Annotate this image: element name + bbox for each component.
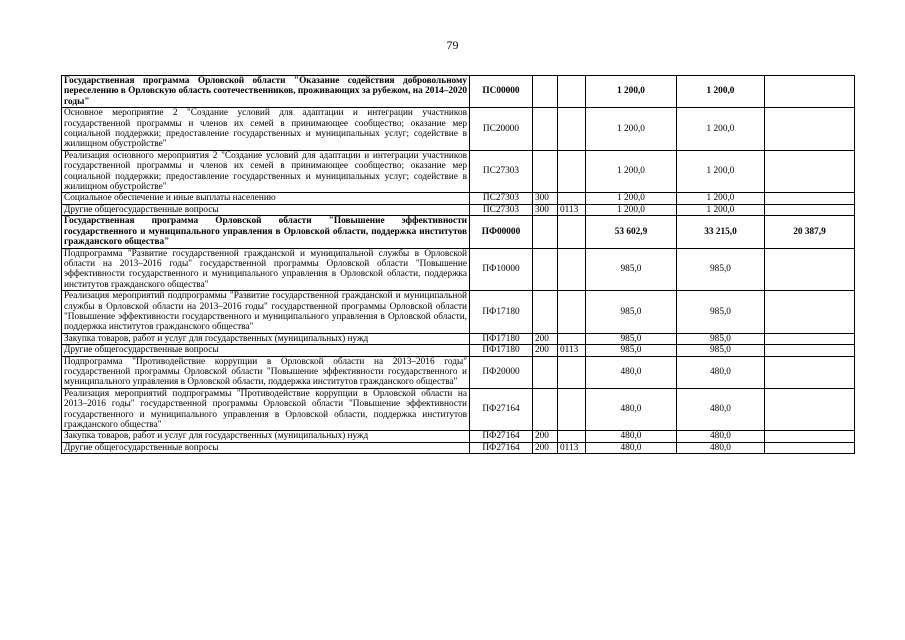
row-expense-type-cell [533,76,558,108]
row-amount-2-cell: 33 215,0 [677,216,765,248]
row-code-cell: ПФ17180 [470,345,533,356]
table-row [62,248,855,291]
row-section-cell: 0113 [558,345,586,356]
row-name-cell: Подпрограмма "Развитие государственной гражданской и муниципальной службы в Орловской области на 2013–2016 годы" государственной программы Орловской области "Повышение эффективности государственного и муниципального управления в Орловской области, поддержка институтов гражданского общества" [62,248,470,291]
row-amount-2-cell: 985,0 [677,345,765,356]
row-section-cell [558,248,586,291]
row-expense-type-cell [533,248,558,291]
row-code-cell: ПФ17180 [470,333,533,344]
row-code-cell: ПФ27164 [470,388,533,431]
table-row [62,193,855,204]
row-amount-total-cell: 1 200,0 [586,204,677,215]
row-amount-2-cell: 480,0 [677,431,765,442]
row-name-cell: Основное мероприятие 2 "Создание условий для адаптации и интеграции участников государственной программы и членов их семей в принимающее сообщество; оказание мер социальной поддержки; предоставление государственных и муниципальных услуг; содействие в жилищном обустройстве" [62,108,470,151]
row-amount-2-cell: 1 200,0 [677,204,765,215]
row-expense-type-cell [533,291,558,334]
row-name-cell: Закупка товаров, работ и услуг для государственных (муниципальных) нужд [62,431,470,442]
table-row [62,333,855,344]
row-amount-2-cell: 985,0 [677,248,765,291]
table-row [62,204,855,215]
row-code-cell: ПФ10000 [470,248,533,291]
row-code-cell: ПФ27164 [470,431,533,442]
row-code-cell: ПФ17180 [470,291,533,334]
row-amount-2-cell: 985,0 [677,333,765,344]
row-section-cell [558,76,586,108]
row-amount-3-cell [765,388,855,431]
row-amount-3-cell [765,291,855,334]
row-section-cell: 0113 [558,204,586,215]
row-section-cell [558,388,586,431]
row-amount-3-cell [765,431,855,442]
row-amount-total-cell: 480,0 [586,431,677,442]
row-name-cell: Другие общегосударственные вопросы [62,345,470,356]
row-amount-2-cell: 480,0 [677,442,765,453]
row-amount-3-cell: 20 387,9 [765,216,855,248]
row-expense-type-cell: 200 [533,345,558,356]
row-section-cell [558,431,586,442]
row-section-cell: 0113 [558,442,586,453]
row-amount-3-cell [765,248,855,291]
row-expense-type-cell [533,216,558,248]
row-name-cell: Другие общегосударственные вопросы [62,442,470,453]
row-expense-type-cell: 200 [533,431,558,442]
row-amount-3-cell [765,356,855,388]
row-expense-type-cell [533,356,558,388]
row-amount-total-cell: 1 200,0 [586,150,677,193]
row-code-cell: ПС00000 [470,76,533,108]
row-name-cell: Реализация мероприятий подпрограммы "Противодействие коррупции в Орловской области на 2013–2016 годы" государственной программы Орловской области "Повышение эффективности государственного и муниципального управления в Орловской области, поддержка институтов гражданского общества" [62,388,470,431]
table-row [62,388,855,431]
table-row [62,356,855,388]
row-section-cell [558,216,586,248]
budget-table [61,75,855,454]
row-name-cell: Социальное обеспечение и иные выплаты населению [62,193,470,204]
row-section-cell [558,193,586,204]
row-amount-2-cell: 480,0 [677,388,765,431]
row-expense-type-cell: 200 [533,333,558,344]
row-code-cell: ПС20000 [470,108,533,151]
table-row [62,150,855,193]
row-amount-3-cell [765,193,855,204]
row-expense-type-cell [533,388,558,431]
row-name-cell: Государственная программа Орловской области "Повышение эффективности государственного и муниципального управления в Орловской области, поддержка институтов гражданского общества" [62,216,470,248]
row-amount-2-cell: 1 200,0 [677,150,765,193]
table-row [62,216,855,248]
row-section-cell [558,356,586,388]
table-row [62,442,855,453]
table-row [62,76,855,108]
row-name-cell: Другие общегосударственные вопросы [62,204,470,215]
row-section-cell [558,291,586,334]
row-amount-3-cell [765,204,855,215]
row-code-cell: ПС27303 [470,193,533,204]
row-amount-total-cell: 985,0 [586,248,677,291]
row-expense-type-cell [533,150,558,193]
row-amount-total-cell: 1 200,0 [586,193,677,204]
table-row [62,291,855,334]
row-amount-total-cell: 480,0 [586,356,677,388]
row-expense-type-cell [533,108,558,151]
row-expense-type-cell: 300 [533,193,558,204]
row-amount-3-cell [765,442,855,453]
row-code-cell: ПС27303 [470,150,533,193]
row-code-cell: ПС27303 [470,204,533,215]
row-name-cell: Государственная программа Орловской области "Оказание содействия добровольному переселению в Орловскую область соотечественников, проживающих за рубежом, на 2014–2020 годы" [62,76,470,108]
row-amount-total-cell: 1 200,0 [586,108,677,151]
budget-table-body [62,76,855,454]
row-amount-total-cell: 985,0 [586,291,677,334]
table-row [62,108,855,151]
row-expense-type-cell: 200 [533,442,558,453]
row-amount-2-cell: 1 200,0 [677,193,765,204]
row-name-cell: Реализация основного мероприятия 2 "Создание условий для адаптации и интеграции участников государственной программы и членов их семей в принимающее сообщество; оказание мер социальной поддержки; предоставление государственных и муниципальных услуг; содействие в жилищном обустройстве" [62,150,470,193]
page-number: 79 [446,38,459,52]
row-amount-3-cell [765,108,855,151]
row-section-cell [558,333,586,344]
table-row [62,345,855,356]
row-amount-total-cell: 480,0 [586,388,677,431]
row-name-cell: Закупка товаров, работ и услуг для государственных (муниципальных) нужд [62,333,470,344]
row-name-cell: Подпрограмма "Противодействие коррупции в Орловской области на 2013–2016 годы" государственной программы Орловской области "Повышение эффективности государственного и муниципального управления в Орловской области, поддержка институтов гражданского общества" [62,356,470,388]
row-section-cell [558,108,586,151]
row-amount-3-cell [765,333,855,344]
row-expense-type-cell: 300 [533,204,558,215]
row-amount-3-cell [765,150,855,193]
row-name-cell: Реализация мероприятий подпрограммы "Развитие государственной гражданской и муниципальной службы в Орловской области на 2013–2016 годы" государственной программы Орловской области "Повышение эффективности государственного и муниципального управления в Орловской области, поддержка институтов гражданского общества" [62,291,470,334]
row-amount-total-cell: 1 200,0 [586,76,677,108]
row-amount-total-cell: 985,0 [586,333,677,344]
table-row [62,431,855,442]
row-amount-total-cell: 53 602,9 [586,216,677,248]
row-amount-3-cell [765,345,855,356]
row-code-cell: ПФ27164 [470,442,533,453]
row-amount-2-cell: 1 200,0 [677,108,765,151]
row-code-cell: ПФ00000 [470,216,533,248]
row-section-cell [558,150,586,193]
row-amount-2-cell: 480,0 [677,356,765,388]
row-amount-total-cell: 985,0 [586,345,677,356]
row-amount-2-cell: 985,0 [677,291,765,334]
row-amount-3-cell [765,76,855,108]
row-amount-total-cell: 480,0 [586,442,677,453]
row-code-cell: ПФ20000 [470,356,533,388]
row-amount-2-cell: 1 200,0 [677,76,765,108]
